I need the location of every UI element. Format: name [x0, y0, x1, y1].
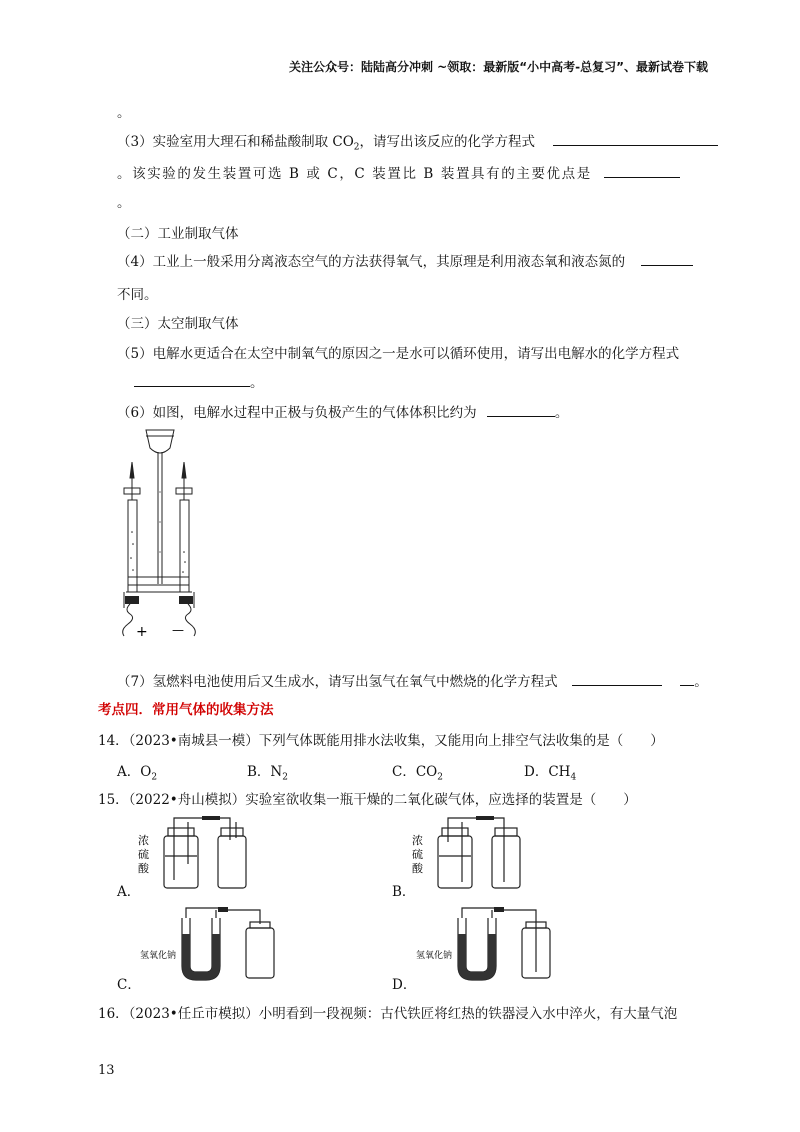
section-heading: （二）工业制取气体: [117, 226, 239, 242]
answer-blank[interactable]: [604, 165, 680, 178]
negative-electrode-label: —: [172, 623, 184, 637]
acid-label-char: 酸: [138, 862, 149, 875]
section-title: 考点四．常用气体的收集方法: [98, 702, 274, 718]
answer-blank[interactable]: [680, 673, 694, 686]
question-15: 15．（2022•舟山模拟）实验室欲收集一瓶干燥的二氧化碳气体，应选择的装置是（ ）: [98, 792, 637, 808]
apparatus-b-figure: [410, 812, 528, 892]
text-line: 。: [117, 195, 131, 211]
answer-blank[interactable]: [572, 673, 662, 686]
option-d[interactable]: D．$CH_4$: [524, 764, 577, 783]
acid-label-char: 硫: [138, 848, 149, 861]
acid-label-char: 硫: [412, 848, 423, 861]
acid-label-char: 酸: [412, 862, 423, 875]
naoh-label: 氢氧化钠: [140, 951, 177, 961]
electrolysis-apparatus-figure: [108, 422, 218, 644]
answer-blank[interactable]: [641, 253, 693, 266]
apparatus-c-figure: [140, 904, 280, 986]
option-c[interactable]: C．$CO_2$: [392, 764, 443, 783]
answer-blank[interactable]: [553, 133, 718, 146]
option-c[interactable]: C．: [117, 977, 141, 993]
question-4-line-2: 不同。: [117, 287, 158, 303]
positive-electrode-label: +: [136, 624, 148, 640]
page-header: 关注公众号：陆陆高分冲刺 ~领取：最新版“小中高考-总复习”、最新试卷下载: [289, 60, 708, 74]
question-5-line-2: 。: [134, 371, 264, 391]
option-a[interactable]: A．$O_2$: [117, 764, 158, 783]
question-16: 16．（2023•任丘市模拟）小明看到一段视频：古代铁匠将红热的铁器浸入水中淬火，有大量气泡: [98, 1006, 678, 1022]
section-heading: （三）太空制取气体: [117, 316, 239, 332]
answer-blank[interactable]: [134, 374, 250, 387]
page-number: 13: [98, 1063, 115, 1078]
text-line: 。: [117, 105, 131, 121]
option-d[interactable]: D．: [392, 977, 417, 993]
apparatus-a-figure: [136, 812, 254, 892]
option-b[interactable]: B．: [392, 884, 416, 900]
question-6-line: （6）如图，电解水过程中正极与负极产生的气体体积比约为 。: [117, 405, 569, 421]
acid-label-char: 浓: [138, 834, 149, 847]
acid-label-char: 浓: [412, 834, 423, 847]
option-b[interactable]: B．$N_2$: [247, 764, 288, 783]
question-7-line: （7）氢燃料电池使用后又生成水，请写出氢气在氧气中燃烧的化学方程式 。: [117, 674, 708, 690]
option-a[interactable]: A．: [117, 884, 141, 900]
question-5-line: （5）电解水更适合在太空中制氧气的原因之一是水可以循环使用，请写出电解水的化学方程式: [117, 346, 680, 362]
question-3-line: （3）实验室用大理石和稀盐酸制取 $CO_2$，请写出该反应的化学方程式: [117, 130, 718, 153]
question-4-line: （4）工业上一般采用分离液态空气的方法获得氧气，其原理是利用液态氧和液态氮的: [117, 250, 693, 270]
naoh-label: 氢氧化钠: [416, 951, 453, 961]
answer-blank[interactable]: [487, 404, 555, 417]
apparatus-d-figure: [416, 904, 556, 986]
question-3-line-2: 。该实验的发生装置可选 B 或 C，C 装置比 B 装置具有的主要优点是: [117, 162, 680, 182]
question-14: 14．（2023•南城县一模）下列气体既能用排水法收集，又能用向上排空气法收集的是（ ）: [98, 733, 664, 749]
